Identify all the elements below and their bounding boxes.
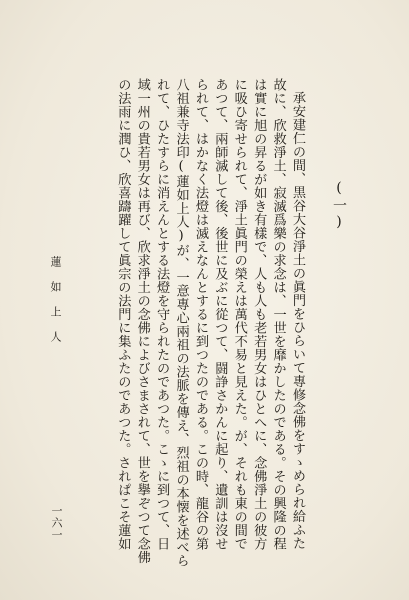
text-line: 域一州の貴若男女は再び、欣求淨土の念佛によびさまされて、世を擧ぞつて念佛: [134, 78, 150, 564]
text-line: られて、はかなく法燈は滅えなんとするに到つたのである。この時、龍谷の第: [192, 78, 208, 551]
text-line: の法雨に潤ひ、欣喜躊躍して眞宗の法門に集ふたのであつた。されぱこそ蓮如: [115, 78, 131, 551]
text-line: あつて、兩師滅して後、後世に及ぶに從つて、闘諍さかんに起り、遺訓は沒せ: [212, 78, 228, 551]
page-number: 一六一: [50, 505, 63, 541]
running-title: 蓮如上人: [49, 256, 62, 356]
text-line: は實に旭の昇るが如き有樣で、人も人も老若男女はひとへに、念佛淨土の彼方: [251, 78, 267, 551]
text-line: れて、ひたすらに消えんとする法燈を守られたのであつた。こゝに到つて、日: [154, 78, 170, 551]
text-line: に吸ひ寄せられて、淨土眞門の榮えは萬代不易と見えた。が、それも東の間で: [231, 78, 247, 551]
text-line: 故に、欣救淨土、寂滅爲樂の求念は、一世を靡かしたのである。その興隆の程: [270, 78, 286, 551]
body-text: [75, 78, 307, 568]
section-heading: (一): [331, 180, 347, 232]
text-line: 八祖兼寺法印(蓮如上人)が、一意專心兩祖の法脈を傳え、烈祖の本懐を述べら: [173, 78, 189, 568]
text-line: 承安建仁の間、黒谷大谷淨土の眞門をひらいて專修念佛をすゝめられ給ふた: [290, 91, 305, 550]
